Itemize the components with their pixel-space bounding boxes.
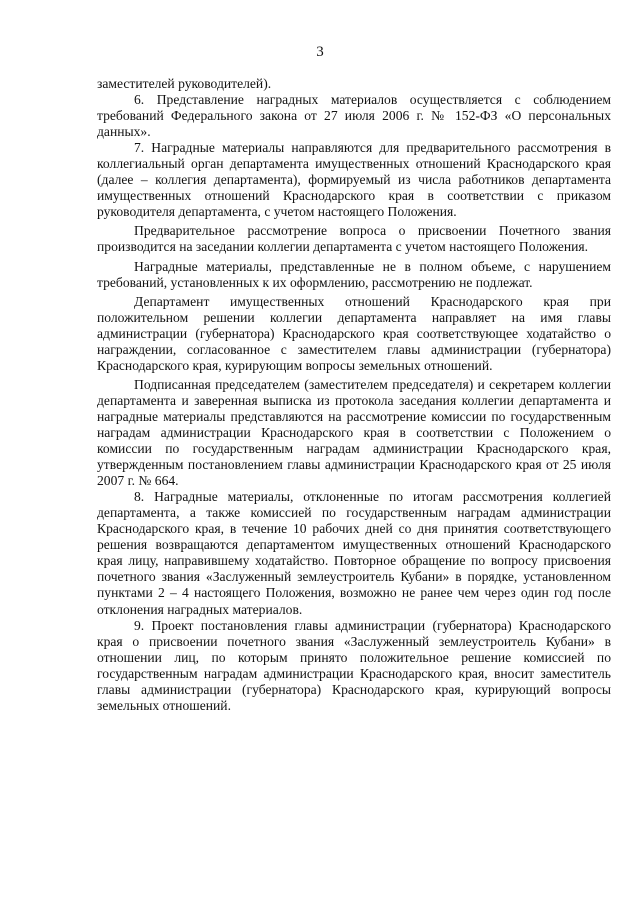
paragraph-item-6: 6. Представление наградных материалов осуществляется с соблюдением требований Федерального закона от 27 июля 2006 г. № 152-ФЗ «О персональных данных». xyxy=(97,92,611,140)
paragraph-continuation: заместителей руководителей). xyxy=(97,76,272,91)
paragraph-preliminary-review: Предварительное рассмотрение вопроса о присвоении Почетного звания производится на заседании коллегии департамента с учетом настоящего Положения. xyxy=(97,223,611,255)
paragraph-item-7: 7. Наградные материалы направляются для предварительного рассмотрения в коллегиальный орган департамента имущественных отношений Краснодарского края (далее – коллегия департамента), формируемый из числа работников департамента имущественных отношений Краснодарского края в соответствии с приказом руководителя департамента, с учетом настоящего Положения. xyxy=(97,140,611,220)
document-body xyxy=(97,76,611,714)
paragraph-item-8: 8. Наградные материалы, отклоненные по итогам рассмотрения коллегией департамента, а также комиссией по государственным наградам администрации Краснодарского края, в течение 10 рабочих дней со дня принятия соответствующего решения возвращаются департаментом имущественных отношений Краснодарского края лицу, направившему ходатайство. Повторное обращение по вопросу присвоения почетного звания «Заслуженный землеустроитель Кубани» в порядке, установленном пунктами 2 – 4 настоящего Положения, возможно не ранее чем через один год после отклонения наградных материалов. xyxy=(97,489,611,617)
paragraph-incomplete-materials: Наградные материалы, представленные не в полном объеме, с нарушением требований, установленных к их оформлению, рассмотрению не подлежат. xyxy=(97,258,611,290)
paragraph-protocol-extract: Подписанная председателем (заместителем председателя) и секретарем коллегии департамента и заверенная выписка из протокола заседания коллегии департамента и наградные материалы представляются на рассмотрение комиссии по государственным наградам администрации Краснодарского края в соответствии с Положением о комиссии по государственным наградам администрации Краснодарского края, утвержденным постановлением главы администрации Краснодарского края от 25 июля 2007 г. № 664. xyxy=(97,376,611,489)
page-number: 3 xyxy=(316,44,324,60)
paragraph-department-petition: Департамент имущественных отношений Краснодарского края при положительном решении коллегии департамента направляет на имя главы администрации (губернатора) Краснодарского края соответствующее ходатайство о награждении, согласованное с заместителем главы администрации (губернатора) Краснодарского края, курирующим вопросы земельных отношений. xyxy=(97,293,611,373)
paragraph-item-9: 9. Проект постановления главы администрации (губернатора) Краснодарского края о присвоении почетного звания «Заслуженный землеустроитель Кубани» в отношении лиц, по которым принято положительное решение комиссией по государственным наградам администрации Краснодарского края, вносит заместитель главы администрации (губернатора) Краснодарского края, курирующий вопросы земельных отношений. xyxy=(97,617,611,713)
